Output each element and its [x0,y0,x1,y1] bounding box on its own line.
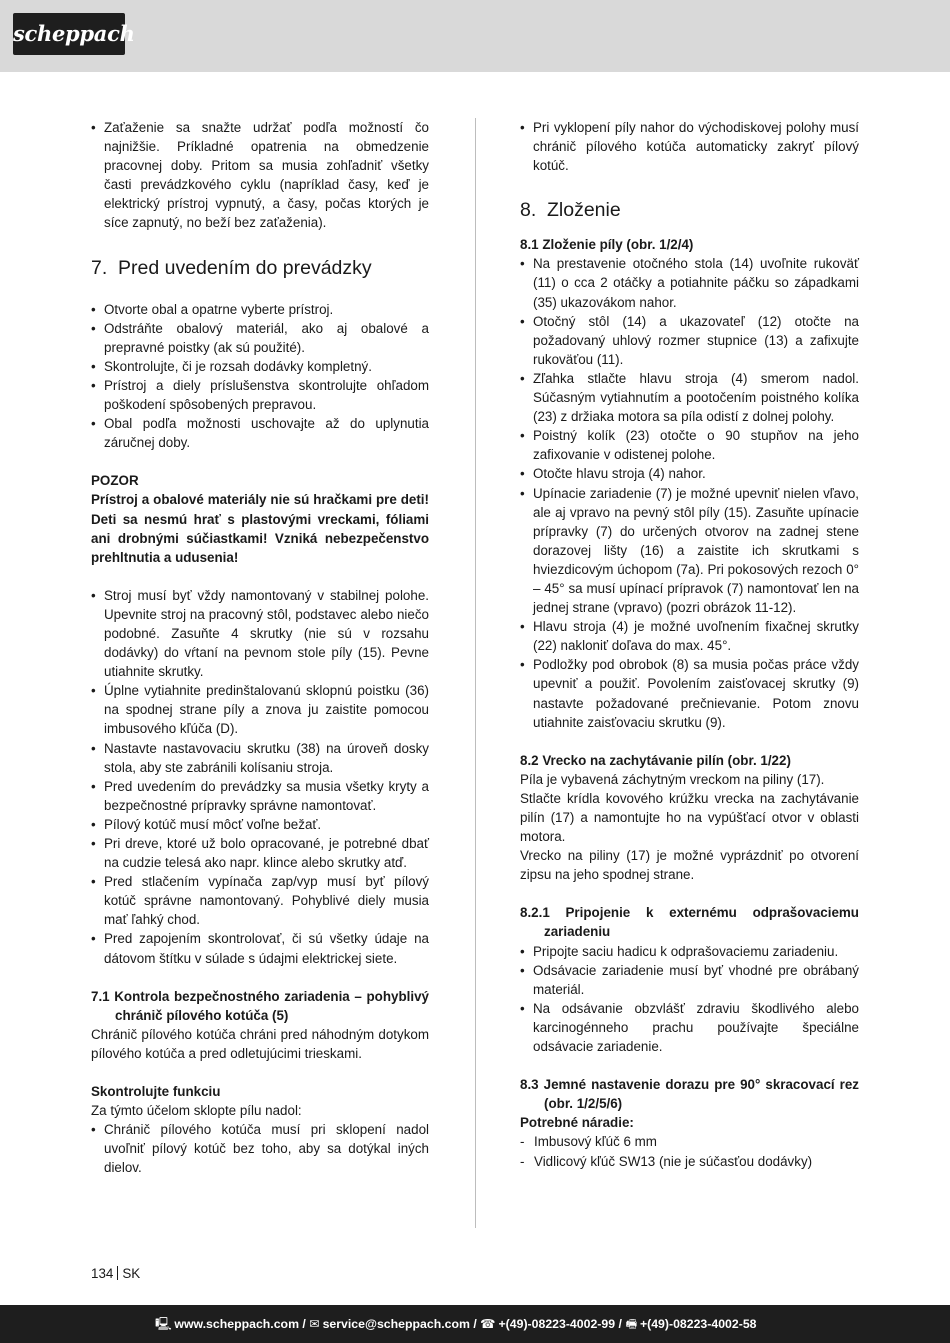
website-link[interactable]: www.scheppach.com / [174,1317,306,1331]
section-8-1-heading: 8.1 Zloženie píly (obr. 1/2/4) [520,237,694,253]
section-number: 8. [520,199,537,222]
list-item: • Podložky pod obrobok (8) sa musia počas práce vždy upevniť a použiť. Povolením zaisťovacej skrutky (9) nastavte požadované prečnievanie. Potom znovu utiahnite zaisťovaciu skrutku (9). [520,655,859,731]
section-8-2-1-heading: 8.2.1 Pripojenie k externému odprašovaciemu zariadeniu [520,905,859,940]
list-item: • Obal podľa možnosti uschovajte až do uplynutia záručnej doby. [91,414,429,452]
list-item: • Pri dreve, ktoré už bolo opracované, je potrebné dbať na cudzie telesá ako napr. klince alebo skrutky atď. [91,834,429,872]
setup-list [91,586,429,968]
list-item: • Otočte hlavu stroja (4) nahor. [520,464,859,483]
list-item: • Pílový kotúč musí môcť voľne bežať. [91,815,429,834]
list-item: • Skontrolujte, či je rozsah dodávky kompletný. [91,357,429,376]
email-link[interactable]: service@scheppach.com / [322,1317,477,1331]
paragraph: Píla je vybavená záchytným vreckom na piliny (17). [520,771,825,787]
section-7-heading [91,255,429,281]
section-8-2-1-list [520,942,859,1057]
section-title: Zloženie [547,199,621,222]
list-item: • Pred uvedením do prevádzky sa musia všetky kryty a bezpečnostné prípravky správne namontovať. [91,777,429,815]
paragraph: Vrecko na piliny (17) je možné vyprázdniť po otvorení zipsu na jeho spodnej strane. [520,848,859,883]
list-item: • Poistný kolík (23) otočte o 90 stupňov na jeho zafixovanie v odistenej polohe. [520,426,859,464]
section-number: 7. [91,256,108,279]
section-8-3-heading: 8.3 Jemné nastavenie dorazu pre 90° skracovací rez (obr. 1/2/5/6) [520,1077,859,1112]
check-function-text: Za týmto účelom sklopte pílu nadol: [91,1103,302,1119]
list-item: • Na prestavenie otočného stola (14) uvoľnite rukoväť (11) o cca 2 otáčky a potiahnite páčku so západkami (35) ukazovákom nahor. [520,254,859,311]
column-divider [475,118,476,1228]
contact-line [155,1316,855,1332]
list-item: - Imbusový kľúč 6 mm [520,1132,859,1151]
right-column [520,118,859,1171]
section-7-list [91,300,429,453]
list-item: • Chránič pílového kotúča musí pri sklopení nadol uvoľniť pílový kotúč bez toho, aby sa dotýkal iných dielov. [91,1120,429,1177]
mail-icon: ✉ [309,1317,320,1331]
warning-title: POZOR [91,473,139,489]
continued-list [520,118,859,175]
section-title: Pred uvedením do prevádzky [118,256,372,279]
list-item: • Nastavte nastavovaciu skrutku (38) na úroveň dosky stola, aby ste zabránili kolísaniu stroja. [91,739,429,777]
phone-number: +(49)-08223-4002-99 / [498,1317,622,1331]
separator [117,1266,118,1280]
page-header [0,0,950,72]
list-item: • Pred zapojením skontrolovať, či sú všetky údaje na dátovom štítku v súlade s údajmi elektrickej siete. [91,929,429,967]
phone-icon: ☎ [480,1317,496,1331]
warning-text: Prístroj a obalové materiály nie sú hračkami pre deti! Deti sa nesmú hrať s plastovými vreckami, fóliami ani drobnými súčiastkami! Vzniká nebezpečenstvo prehltnutia a udusenia! [91,492,429,565]
check-function-list [91,1120,429,1177]
section-7-1-heading: 7.1 Kontrola bezpečnostného zariadenia – pohyblivý chránič pílového kotúča (5) [91,988,429,1023]
left-column [91,118,429,1178]
list-item: • Odsávacie zariadenie musí byť vhodné pre obrábaný materiál. [520,961,859,999]
list-item: • Pred stlačením vypínača zap/vyp musí byť pílový kotúč správne namontovaný. Pohyblivé diely musia mať ľahký chod. [91,872,429,929]
list-item: - Vidlicový kľúč SW13 (nie je súčasťou dodávky) [520,1152,859,1171]
tools-list [520,1132,859,1170]
list-item: • Hlavu stroja (4) je možné uvoľnením fixačnej skrutky (22) nakloniť doľava do max. 45°. [520,617,859,655]
list-item: • Pri vyklopení píly nahor do východiskovej polohy musí chránič pílového kotúča automaticky zakryť pílový kotúč. [520,118,859,175]
section-7-1-text: Chránič pílového kotúča chráni pred náhodným dotykom pílového kotúča a pred odletujúcimi trieskami. [91,1026,429,1061]
fax-icon: 🖷 [625,1317,637,1331]
page-number [91,1265,140,1283]
list-item: • Stroj musí byť vždy namontovaný v stabilnej polohe. Upevnite stroj na pracovný stôl, podstavec alebo niečo podobné. Zasuňte 4 skrutky (nie sú v rozsahu dodávky) do vŕtaní na pevnom stole píly (15). Pevne utiahnite skrutky. [91,586,429,681]
check-function-heading: Skontrolujte funkciu [91,1084,221,1100]
list-item: • Odstráňte obalový materiál, ako aj obalové a prepravné poistky (ak sú použité). [91,319,429,357]
fax-number: +(49)-08223-4002-58 [639,1317,757,1331]
list-item: • Zľahka stlačte hlavu stroja (4) smerom nadol. Súčasným vytiahnutím a pootočením poistného kolíka (23) z držiaka motora sa píla odistí z dolnej polohy. [520,369,859,426]
list-item: • Pripojte saciu hadicu k odprašovaciemu zariadeniu. [520,942,859,961]
list-item: • Otvorte obal a opatrne vyberte prístroj. [91,300,429,319]
list-item: • Otočný stôl (14) a ukazovateľ (12) otočte na požadovaný uhlový rozmer stupnice (13) a zafixujte rukoväťou (11). [520,312,859,369]
scheppach-logo: scheppach [13,13,125,55]
computer-icon: 🖳 [155,1317,172,1331]
list-item: • Upínacie zariadenie (7) je možné upevniť nielen vľavo, ale aj vpravo na pevný stôl píly (15). Zasuňte upínacie prípravky (7) do určených otvorov na zadnej stene dorazovej lišty (16) a zaistite ich skrutkami s hviezdicovým úchopom (7a). Pri pokosových rezoch 0° – 45° sa musí upínací prípravok (7) namontovať len na jednej strane (vpravo) (pozri obrázok 11-12). [520,484,859,618]
section-8-1-list [520,254,859,731]
list-item: • Na odsávanie obzvlášť zdraviu škodlivého alebo karcinogénneho prachu používajte špeciálne odsávacie zariadenie. [520,999,859,1056]
section-8-heading [520,197,859,223]
language-code: SK [122,1266,141,1281]
page-footer [0,1305,950,1343]
page-number-value: 134 [91,1266,114,1281]
list-item: • Prístroj a diely príslušenstva skontrolujte ohľadom poškodení spôsobených prepravou. [91,376,429,414]
paragraph: Stlačte krídla kovového krúžku vrecka na zachytávanie pilín (17) a namontujte ho na vypúšťací otvor v oblasti motora. [520,790,859,845]
tools-label: Potrebné náradie: [520,1115,634,1131]
intro-list [91,118,429,233]
list-item: • Zaťaženie sa snažte udržať podľa možností čo najnižšie. Príkladné opatrenia na obmedzenie pracovnej doby. Pritom sa musia zohľadniť všetky časti prevádzkového cyklu (napríklad časy, keď je elektrický prístroj vypnutý, a časy, počas ktorých je síce zapnutý, no beží bez zaťaženia). [91,118,429,233]
section-8-2-heading: 8.2 Vrecko na zachytávanie pilín (obr. 1/22) [520,752,791,768]
list-item: • Úplne vytiahnite predinštalovanú sklopnú poistku (36) na spodnej strane píly a znova ju zaistite pomocou imbusového kľúča (D). [91,681,429,738]
